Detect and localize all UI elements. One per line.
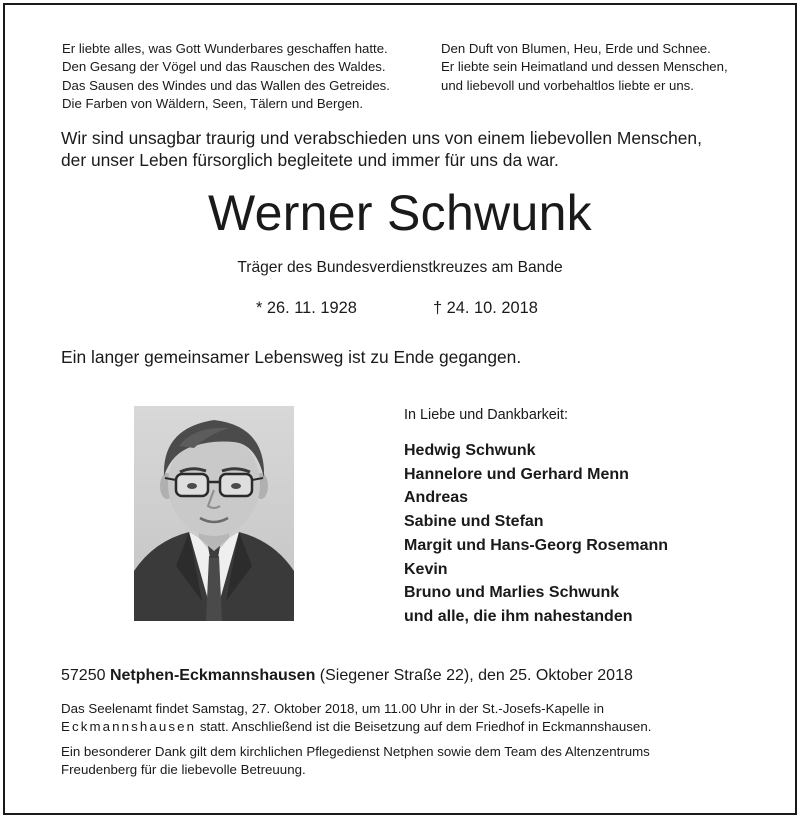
place-date-line	[61, 666, 633, 686]
service-text: Das Seelenamt findet Samstag, 27. Oktober 2018, um 11.00 Uhr in der St.-Josefs-Kapelle in	[61, 701, 604, 716]
death-date: † 24. 10. 2018	[433, 299, 538, 317]
mourner-name: und alle, die ihm nahestanden	[404, 607, 633, 625]
intro-line: der unser Leben fürsorglich begleitete und immer für uns da war.	[61, 149, 559, 170]
service-text: statt. Anschließend ist die Beisetzung auf dem Friedhof in Eckmannshausen.	[199, 719, 652, 735]
honor-line: Träger des Bundesverdienstkreuzes am Bande	[237, 259, 563, 276]
gratitude-line: Ein besonderer Dank gilt dem kirchlichen Pflegedienst Netphen sowie dem Team des Altenzentrums	[61, 744, 650, 759]
poem-line: Die Farben von Wäldern, Seen, Tälern und Bergen.	[62, 96, 364, 112]
gratitude-line: Freudenberg für die liebevolle Betreuung.	[61, 762, 306, 778]
spaced-place-name: Eckmannshausen	[61, 719, 197, 735]
poem-line: Er liebte sein Heimatland und dessen Menschen,	[441, 59, 728, 75]
intro-text	[61, 128, 702, 171]
deceased-name: Werner Schwunk	[208, 185, 592, 241]
gratitude-notice	[61, 743, 741, 780]
poem-line: Den Gesang der Vögel und das Rauschen des Waldes.	[62, 59, 386, 75]
poem-line: und liebevoll und vorbehaltlos liebte er uns.	[441, 77, 694, 93]
address-date: (Siegener Straße 22), den 25. Oktober 2018	[319, 667, 633, 684]
mourner-name: Hedwig Schwunk	[404, 442, 536, 459]
poem-line: Das Sausen des Windes und das Wallen des Getreides.	[62, 77, 390, 93]
mourners-heading: In Liebe und Dankbarkeit:	[404, 407, 569, 423]
mourners-block	[404, 405, 668, 629]
mourner-name: Kevin	[404, 560, 448, 578]
portrait-photo	[134, 406, 294, 621]
mourners-list	[404, 439, 668, 629]
mourner-name: Hannelore und Gerhard Menn	[404, 465, 629, 483]
notice-border	[3, 3, 797, 815]
postcode: 57250	[61, 667, 106, 684]
intro-line: Wir sind unsagbar traurig und verabschieden uns von einem liebevollen Menschen,	[61, 128, 702, 148]
town-name: Netphen-Eckmannshausen	[109, 667, 316, 684]
poem-left-column	[62, 40, 390, 114]
service-notice	[61, 700, 741, 737]
poem-line: Er liebte alles, was Gott Wunderbares geschaffen hatte.	[62, 41, 388, 56]
mourner-name: Bruno und Marlies Schwunk	[404, 584, 620, 602]
together-line: Ein langer gemeinsamer Lebensweg ist zu Ende gegangen.	[61, 347, 522, 367]
poem-right-column	[441, 40, 728, 95]
mourner-name: Sabine und Stefan	[404, 513, 544, 531]
mourner-name: Margit und Hans-Georg Rosemann	[404, 536, 669, 554]
poem-line: Den Duft von Blumen, Heu, Erde und Schnee.	[441, 41, 711, 56]
service-line-1	[61, 700, 740, 718]
mourner-name: Andreas	[404, 489, 469, 507]
service-line-2	[61, 718, 741, 736]
birth-date: * 26. 11. 1928	[256, 299, 357, 317]
